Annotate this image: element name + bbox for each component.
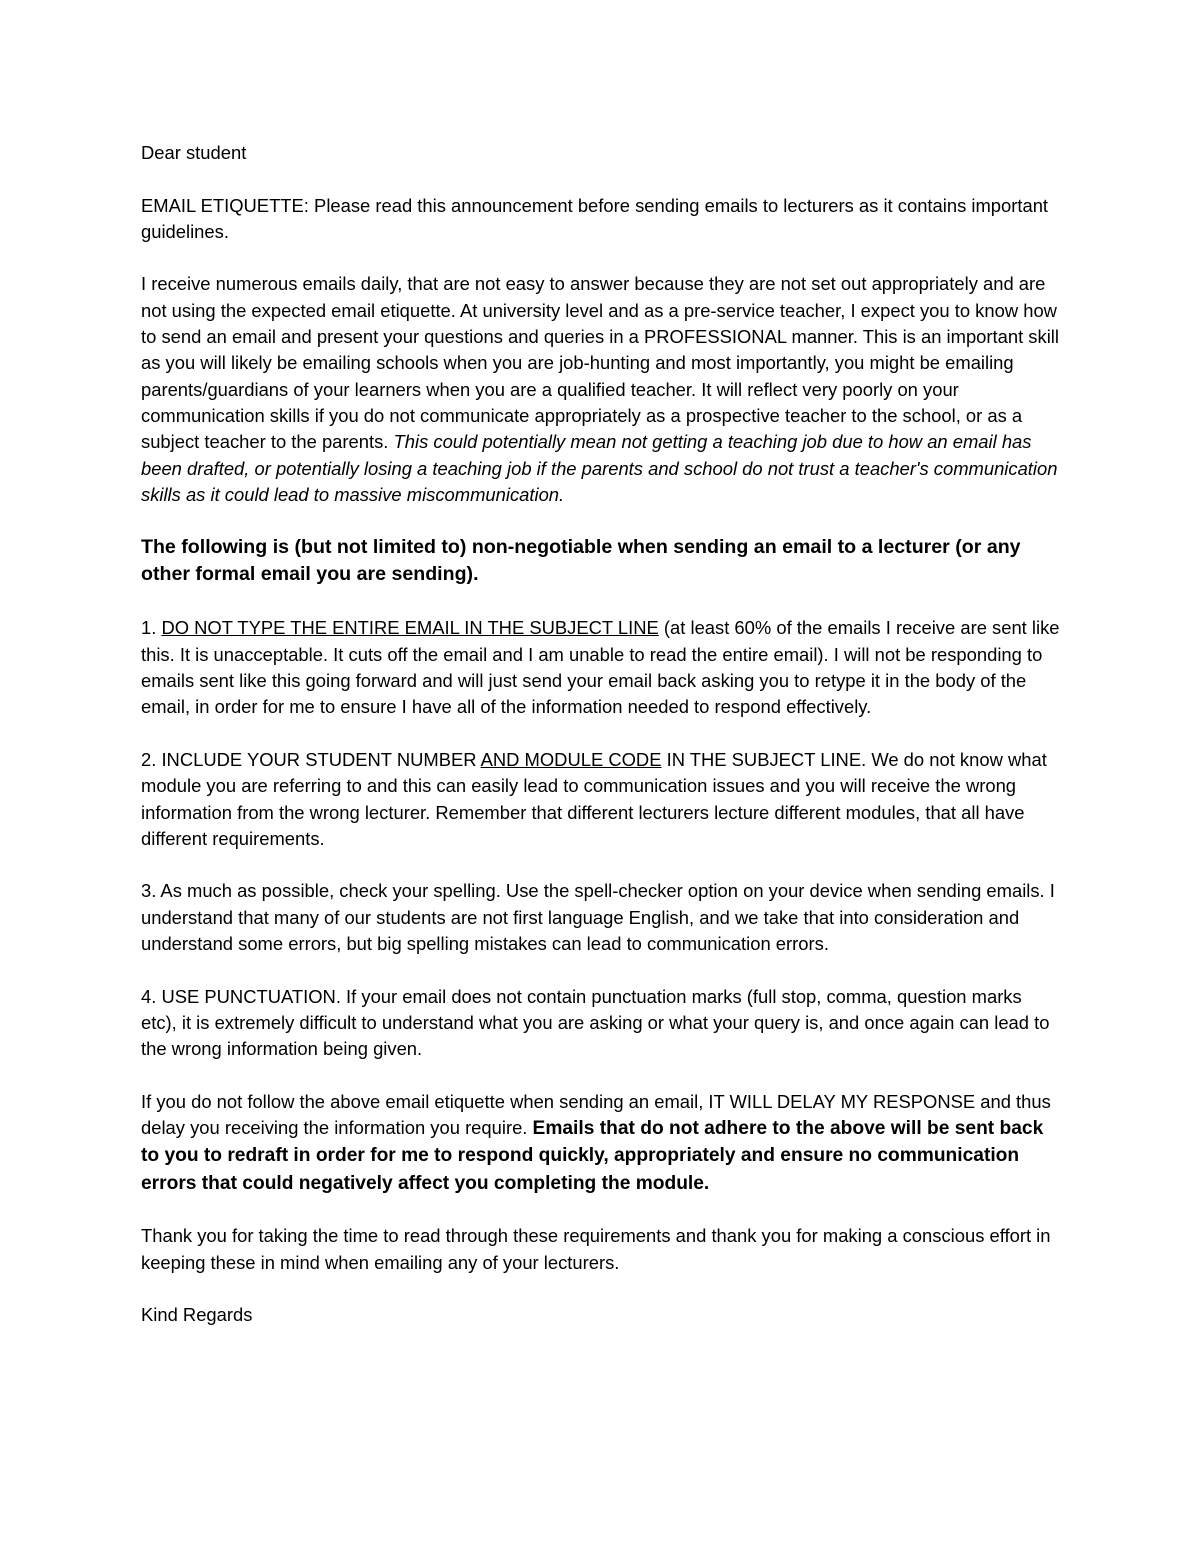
rule-4: 4. USE PUNCTUATION. If your email does not contain punctuation marks (full stop, comma, question marks etc), it is extremely difficult to understand what you are asking or what your query is, and once again can lead to the wrong information being given. [141, 985, 1050, 1060]
rule-1-number: 1. [141, 617, 162, 639]
document-page [141, 140, 1061, 1355]
thanks-paragraph: Thank you for taking the time to read through these requirements and thank you for making a conscious effort in keeping these in mind when emailing any of your lecturers. [141, 1225, 1051, 1273]
paragraph-1 [141, 271, 1061, 508]
closing-paragraph [141, 1089, 1061, 1197]
rule-2-text: IN THE SUBJECT LINE. We do not know what module you are referring to and this can easily lead to communication issues and you will receive the wrong information from the wrong lecturer. Remember that different lecturers lecture different modules, that all have different requirements. [141, 748, 1047, 849]
rule-3: 3. As much as possible, check your spelling. Use the spell-checker option on your device when sending emails. I understand that many of our students are not first language English, and we take that into consideration and understand some errors, but big spelling mistakes can lead to communication errors. [141, 880, 1055, 955]
rule-2-underlined: AND MODULE CODE [480, 748, 662, 770]
greeting: Dear student [141, 142, 247, 163]
paragraph-1-italic: This could potentially mean not getting a teaching job due to how an email has been drafted, or potentially losing a teaching job if the parents and school do not trust a teacher's communication skills as it could lead to massive miscommunication. [141, 431, 1058, 505]
rule-1-text: (at least 60% of the emails I receive are sent like this. It is unacceptable. It cuts off the email and I am unable to read the entire email). I will not be responding to emails sent like this going forward and will just send your email back asking you to retype it in the body of the email, in order for me to ensure I have all of the information needed to respond effectively. [141, 617, 1060, 718]
paragraph-1-text: I receive numerous emails daily, that are not easy to answer because they are not set out appropriately and are not using the expected email etiquette. At university level and as a pre-service teacher, I expect you to know how to send an email and present your questions and queries in a PROFESSIONAL manner. This is an important skill as you will likely be emailing schools when you are job-hunting and most importantly, you might be emailing parents/guardians of your learners when you are a qualified teacher. It will reflect very poorly on your communication skills if you do not communicate appropriately as a prospective teacher to the school, or as a subject teacher to the parents. [141, 273, 1059, 453]
intro-text: Please read this announcement before sending emails to lecturers as it contains important guidelines. [141, 194, 1049, 242]
rule-1-underlined: DO NOT TYPE THE ENTIRE EMAIL IN THE SUBJECT LINE [161, 617, 659, 639]
signoff: Kind Regards [141, 1304, 253, 1326]
rule-2 [141, 747, 1061, 852]
rule-1 [141, 615, 1061, 720]
intro-paragraph [141, 193, 1061, 246]
closing-text: If you do not follow the above email etiquette when sending an email, IT WILL DELAY MY RESPONSE and thus delay you receiving the information you require. [141, 1090, 1051, 1139]
rule-2-prefix: 2. INCLUDE YOUR STUDENT NUMBER [141, 748, 481, 770]
closing-bold: Emails that do not adhere to the above will be sent back to you to redraft in order for me to respond quickly, appropriately and ensure no communication errors that could negatively affect you completing the module. [141, 1118, 1044, 1194]
intro-label: EMAIL ETIQUETTE: [141, 194, 309, 216]
rules-heading: The following is (but not limited to) non-negotiable when sending an email to a lecturer (or any other formal email you are sending). [141, 536, 1021, 586]
